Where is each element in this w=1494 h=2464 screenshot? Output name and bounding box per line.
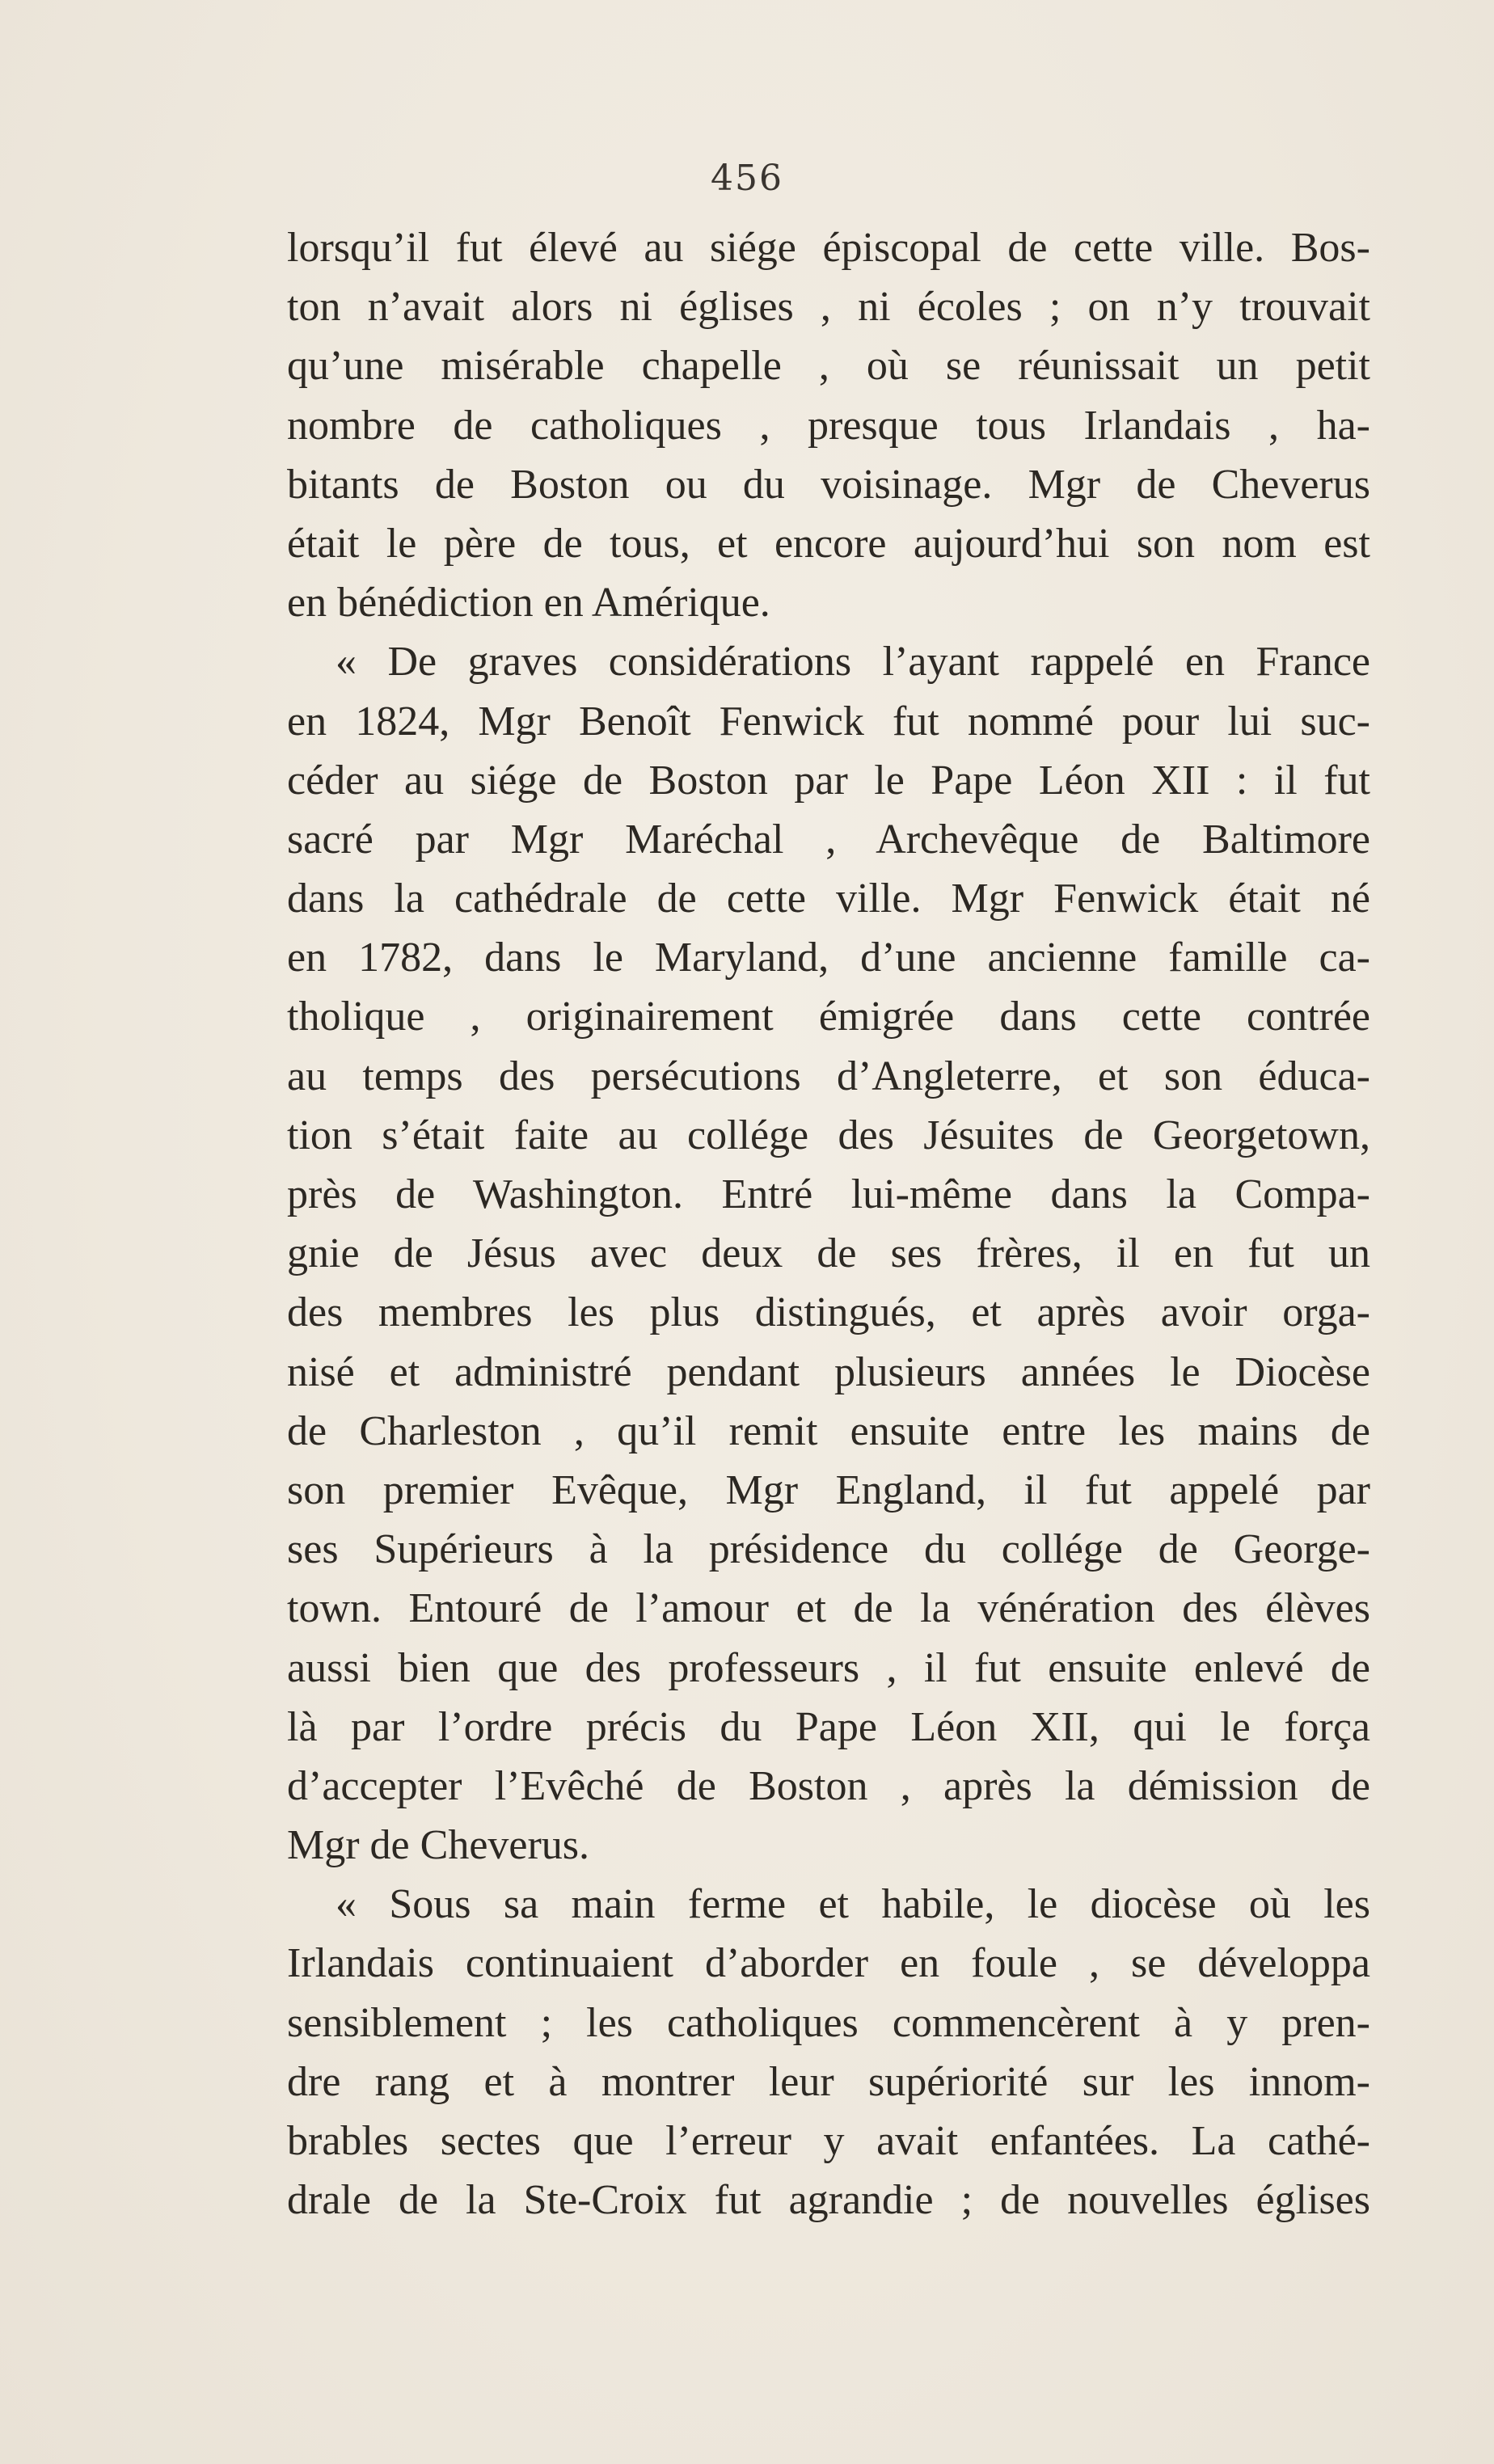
text-line: près de Washington. Entré lui-même dans la Compa- [287, 1171, 1370, 1217]
text-line: d’accepter l’Evêché de Boston , après la démission de [287, 1762, 1370, 1809]
text-line: bitants de Boston ou du voisinage. Mgr de Cheverus [287, 461, 1370, 508]
text-line: là par l’ordre précis du Pape Léon XII, qui le força [287, 1703, 1370, 1750]
text-line: dre rang et à montrer leur supériorité sur les innom- [287, 2058, 1370, 2105]
body-text [287, 218, 1370, 2230]
text-line: town. Entouré de l’amour et de la vénération des élèves [287, 1585, 1370, 1632]
text-line: en bénédiction en Amérique. [287, 580, 770, 627]
text-line: brables sectes que l’erreur y avait enfantées. La cathé- [287, 2118, 1370, 2164]
text-line: sensiblement ; les catholiques commencèrent à y pren- [287, 1999, 1370, 2046]
text-line: dans la cathédrale de cette ville. Mgr Fenwick était né [287, 875, 1370, 922]
text-line: qu’une misérable chapelle , où se réunissait un petit [287, 343, 1370, 390]
text-line: Mgr de Cheverus. [287, 1822, 590, 1869]
text-line: « De graves considérations l’ayant rappelé en France [336, 639, 1370, 686]
page-number: 456 [711, 158, 783, 199]
text-line: nisé et administré pendant plusieurs années le Diocèse [287, 1348, 1370, 1395]
text-line: de Charleston , qu’il remit ensuite entre les mains de [287, 1407, 1370, 1454]
text-line: au temps des persécutions d’Angleterre, et son éduca- [287, 1053, 1370, 1099]
text-line: tholique , originairement émigrée dans cette contrée [287, 994, 1370, 1040]
text-line: ses Supérieurs à la présidence du collége de George- [287, 1526, 1370, 1573]
text-line: des membres les plus distingués, et après avoir orga- [287, 1289, 1370, 1336]
text-line: nombre de catholiques , presque tous Irlandais , ha- [287, 402, 1370, 449]
text-line: en 1824, Mgr Benoît Fenwick fut nommé pour lui suc- [287, 698, 1370, 745]
text-line: était le père de tous, et encore aujourd’hui son nom est [287, 520, 1370, 567]
text-line: tion s’était faite au collége des Jésuites de Georgetown, [287, 1112, 1370, 1158]
text-line: gnie de Jésus avec deux de ses frères, il en fut un [287, 1230, 1370, 1277]
text-line: sacré par Mgr Maréchal , Archevêque de Baltimore [287, 816, 1370, 863]
text-line: lorsqu’il fut élevé au siége épiscopal de cette ville. Bos- [287, 225, 1370, 271]
text-line: ton n’avait alors ni églises , ni écoles ; on n’y trouvait [287, 284, 1370, 331]
text-line: Irlandais continuaient d’aborder en foule , se développa [287, 1940, 1370, 1987]
text-line: céder au siége de Boston par le Pape Léon XII : il fut [287, 757, 1370, 804]
text-line: son premier Evêque, Mgr England, il fut appelé par [287, 1466, 1370, 1513]
text-line: « Sous sa main ferme et habile, le diocèse où les [336, 1881, 1370, 1928]
text-line: en 1782, dans le Maryland, d’une ancienne famille ca- [287, 935, 1370, 981]
text-line: aussi bien que des professeurs , il fut ensuite enlevé de [287, 1644, 1370, 1691]
text-line: drale de la Ste-Croix fut agrandie ; de nouvelles églises [287, 2177, 1370, 2224]
